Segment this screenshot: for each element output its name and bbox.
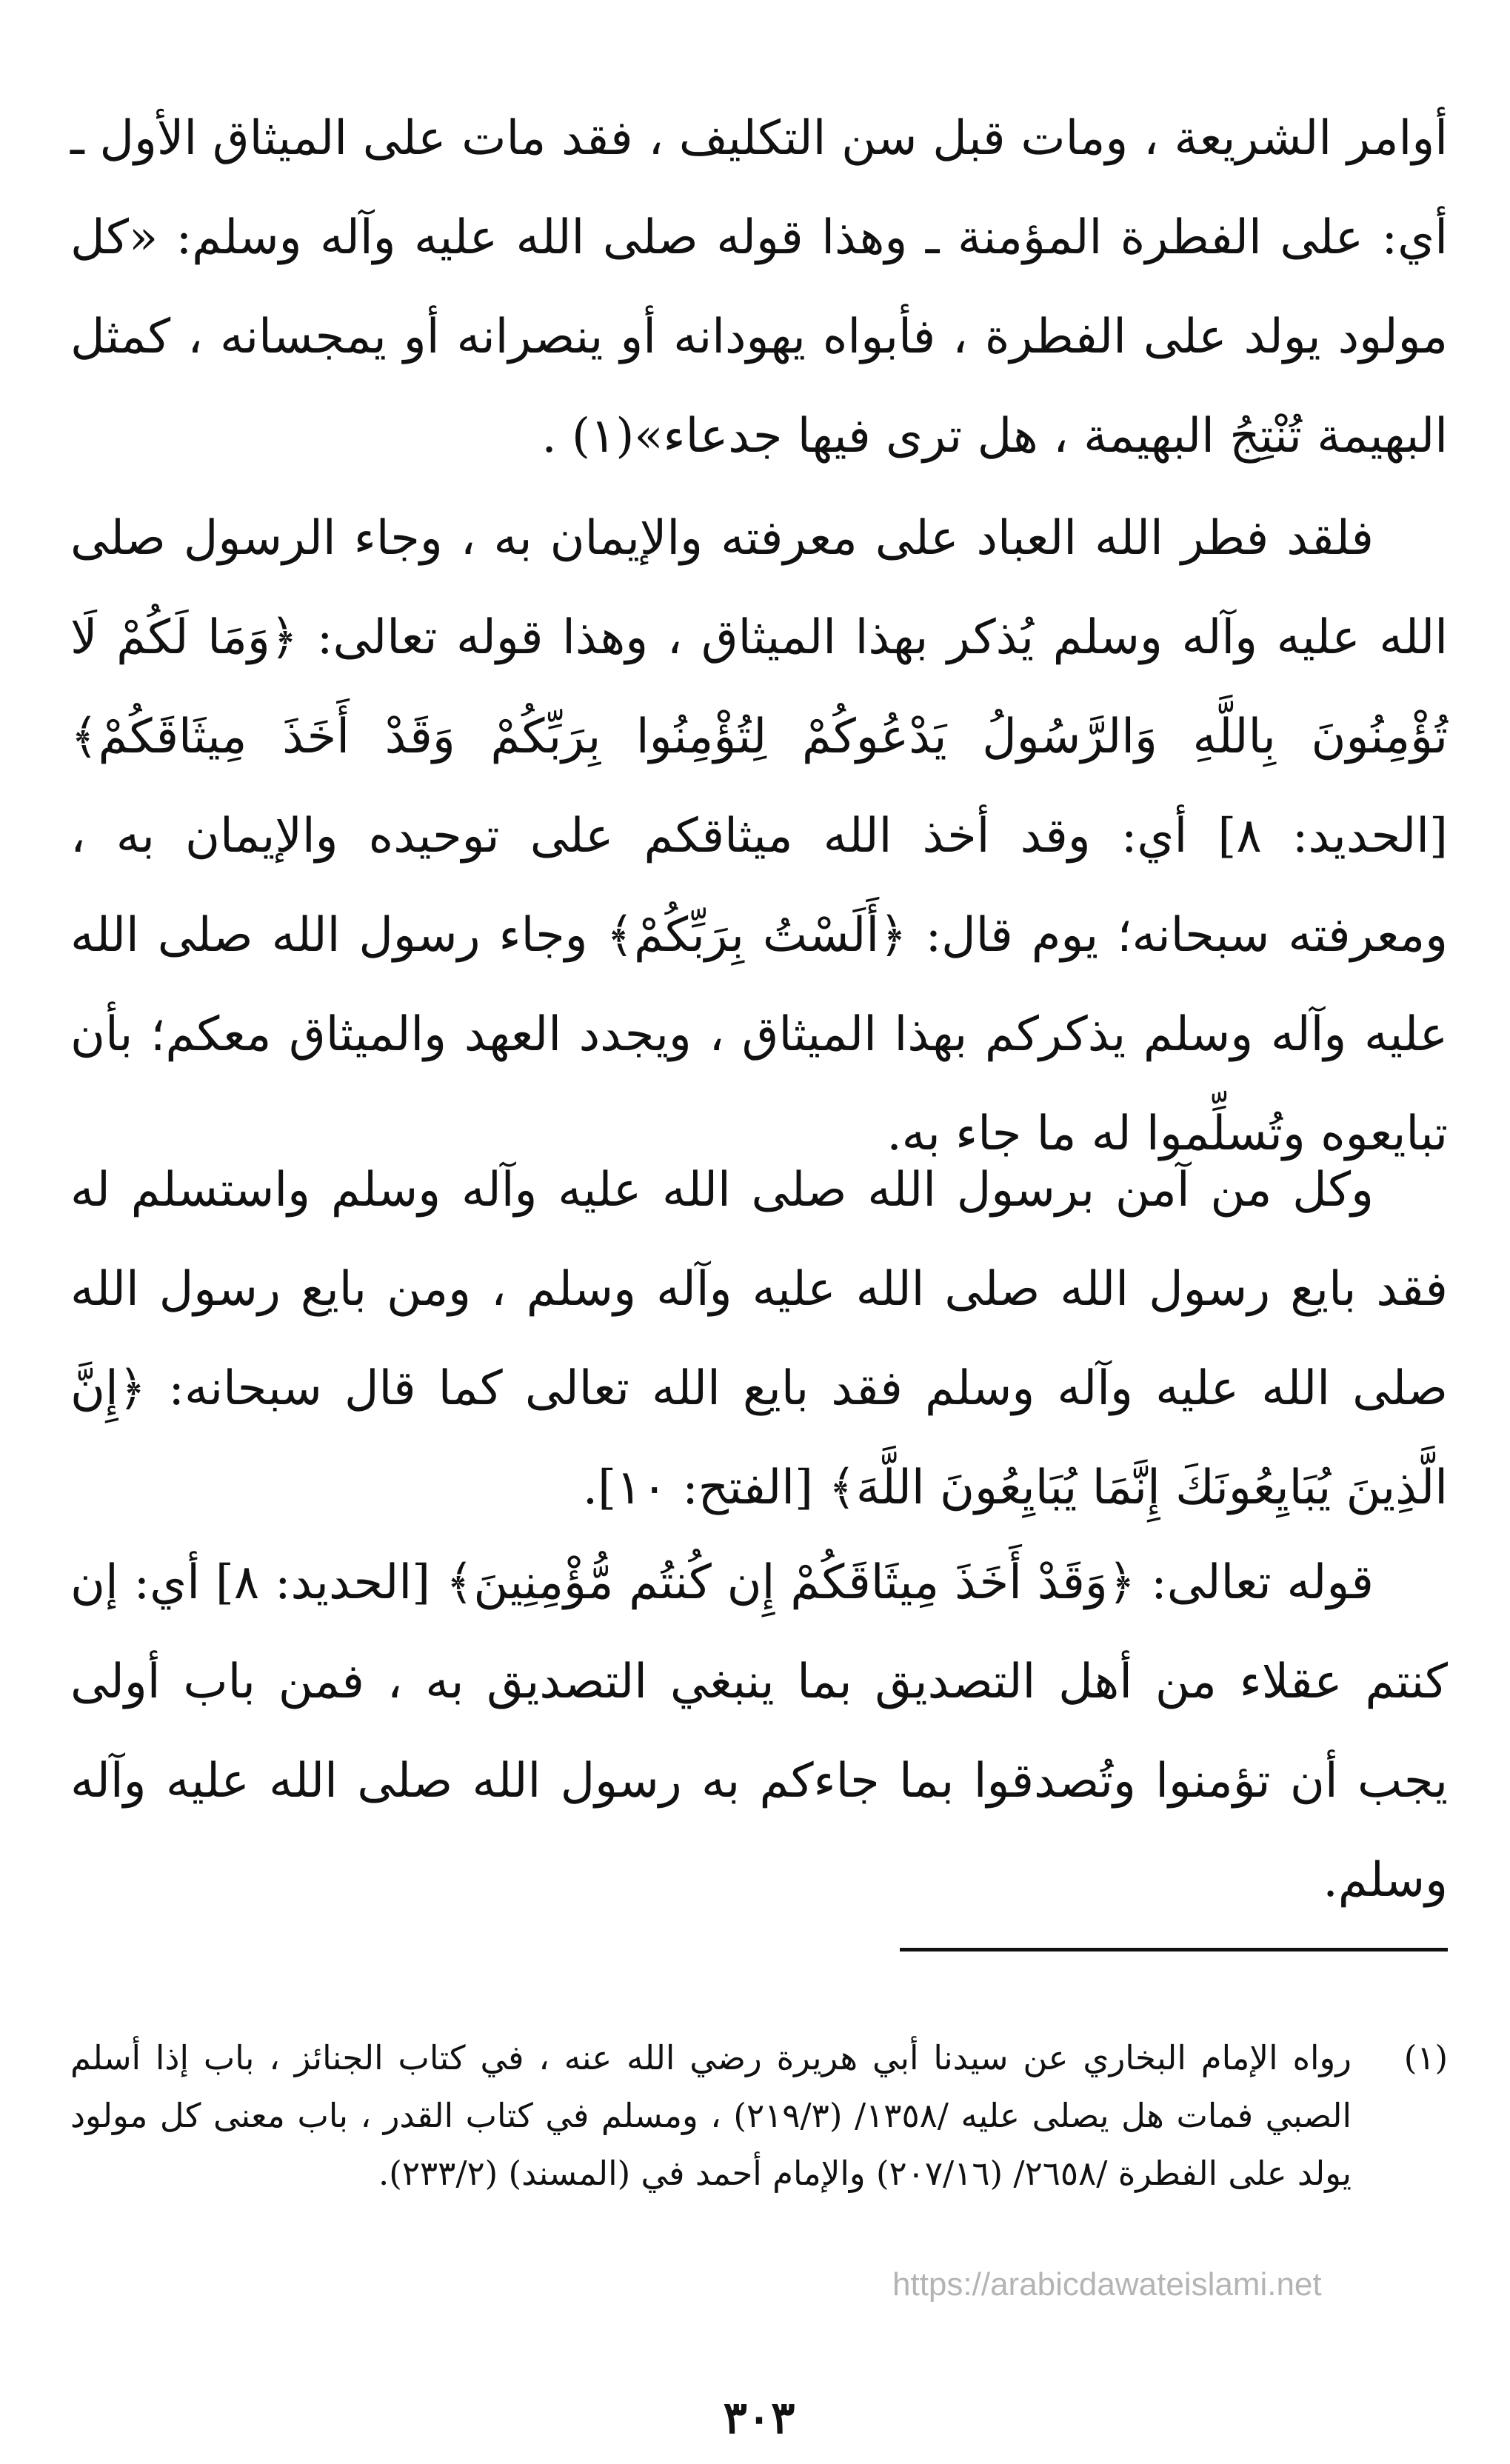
book-page: [70, 74, 1449, 2444]
paragraph-2: فلقد فطر الله العباد على معرفته والإيمان به ، وجاء الرسول صلى الله عليه وآله وسلم يُذكر بهذا الميثاق ، وهذا قوله تعالى: ﴿وَمَا لَكُمْ لَا تُؤْمِنُونَ بِاللَّهِ وَالرَّسُولُ يَدْعُوكُمْ لِتُؤْمِنُوا بِرَبِّكُمْ وَقَدْ أَخَذَ مِيثَاقَكُمْ﴾ [الحديد: ٨] أي: وقد أخذ الله ميثاقكم على توحيده والإيمان به ، ومعرفته سبحانه؛ يوم قال: ﴿أَلَسْتُ بِرَبِّكُمْ﴾ وجاء رسول الله صلى الله عليه وآله وسلم يذكركم بهذا الميثاق ، ويجدد العهد والميثاق معكم؛ بأن تبايعوه وتُسلِّموا له ما جاء به.: [70, 511, 1449, 1161]
footnote-marker: (١): [1403, 2038, 1448, 2077]
paragraph-3: وكل من آمن برسول الله صلى الله عليه وآله وسلم واستسلم له فقد بايع رسول الله صلى الله عليه وآله وسلم ، ومن بايع رسول الله صلى الله عليه وآله وسلم فقد بايع الله تعالى كما قال سبحانه: ﴿إِنَّ الَّذِينَ يُبَايِعُونَكَ إِنَّمَا يُبَايِعُونَ اللَّهَ﴾ [الفتح: ١٠].: [70, 1163, 1448, 1515]
watermark-url: https://arabicdawateislami.net: [892, 2266, 1322, 2303]
paragraph-4: قوله تعالى: ﴿وَقَدْ أَخَذَ مِيثَاقَكُمْ إِن كُنتُم مُّؤْمِنِينَ﴾ [الحديد: ٨] أي: إن كنتم عقلاء من أهل التصديق بما ينبغي التصديق به ، فمن باب أولى يجب أن تؤمنوا وتُصدقوا بما جاءكم به رسول الله صلى الله عليه وآله وسلم.: [70, 1555, 1449, 1908]
paragraph-1: أوامر الشريعة ، ومات قبل سن التكليف ، فقد مات على الميثاق الأول ـ أي: على الفطرة المؤمنة ـ وهذا قوله صلى الله عليه وآله وسلم: «كل مولود يولد على الفطرة ، فأبواه يهودانه أو ينصرانه أو يمجسانه ، كمثل البهيمة تُنْتِجُ البهيمة ، هل ترى فيها جدعاء»(١) .: [70, 111, 1449, 464]
footnote-text: رواه الإمام البخاري عن سيدنا أبي هريرة رضي الله عنه ، في كتاب الجنائز ، باب إذا أسلم الصبي فمات هل يصلى عليه /١٣٥٨/ (٢١٩/٣) ، ومسلم في كتاب القدر ، باب معنى كل مولود يولد على الفطرة /٢٦٥٨/ (٢٠٧/١٦) والإمام أحمد في (المسند) (٢٣٣/٢).: [70, 2038, 1352, 2193]
footnote-separator: [900, 1948, 1448, 1951]
page-number: ٣٠٣: [723, 2392, 795, 2444]
footnote: [70, 2029, 1448, 2203]
